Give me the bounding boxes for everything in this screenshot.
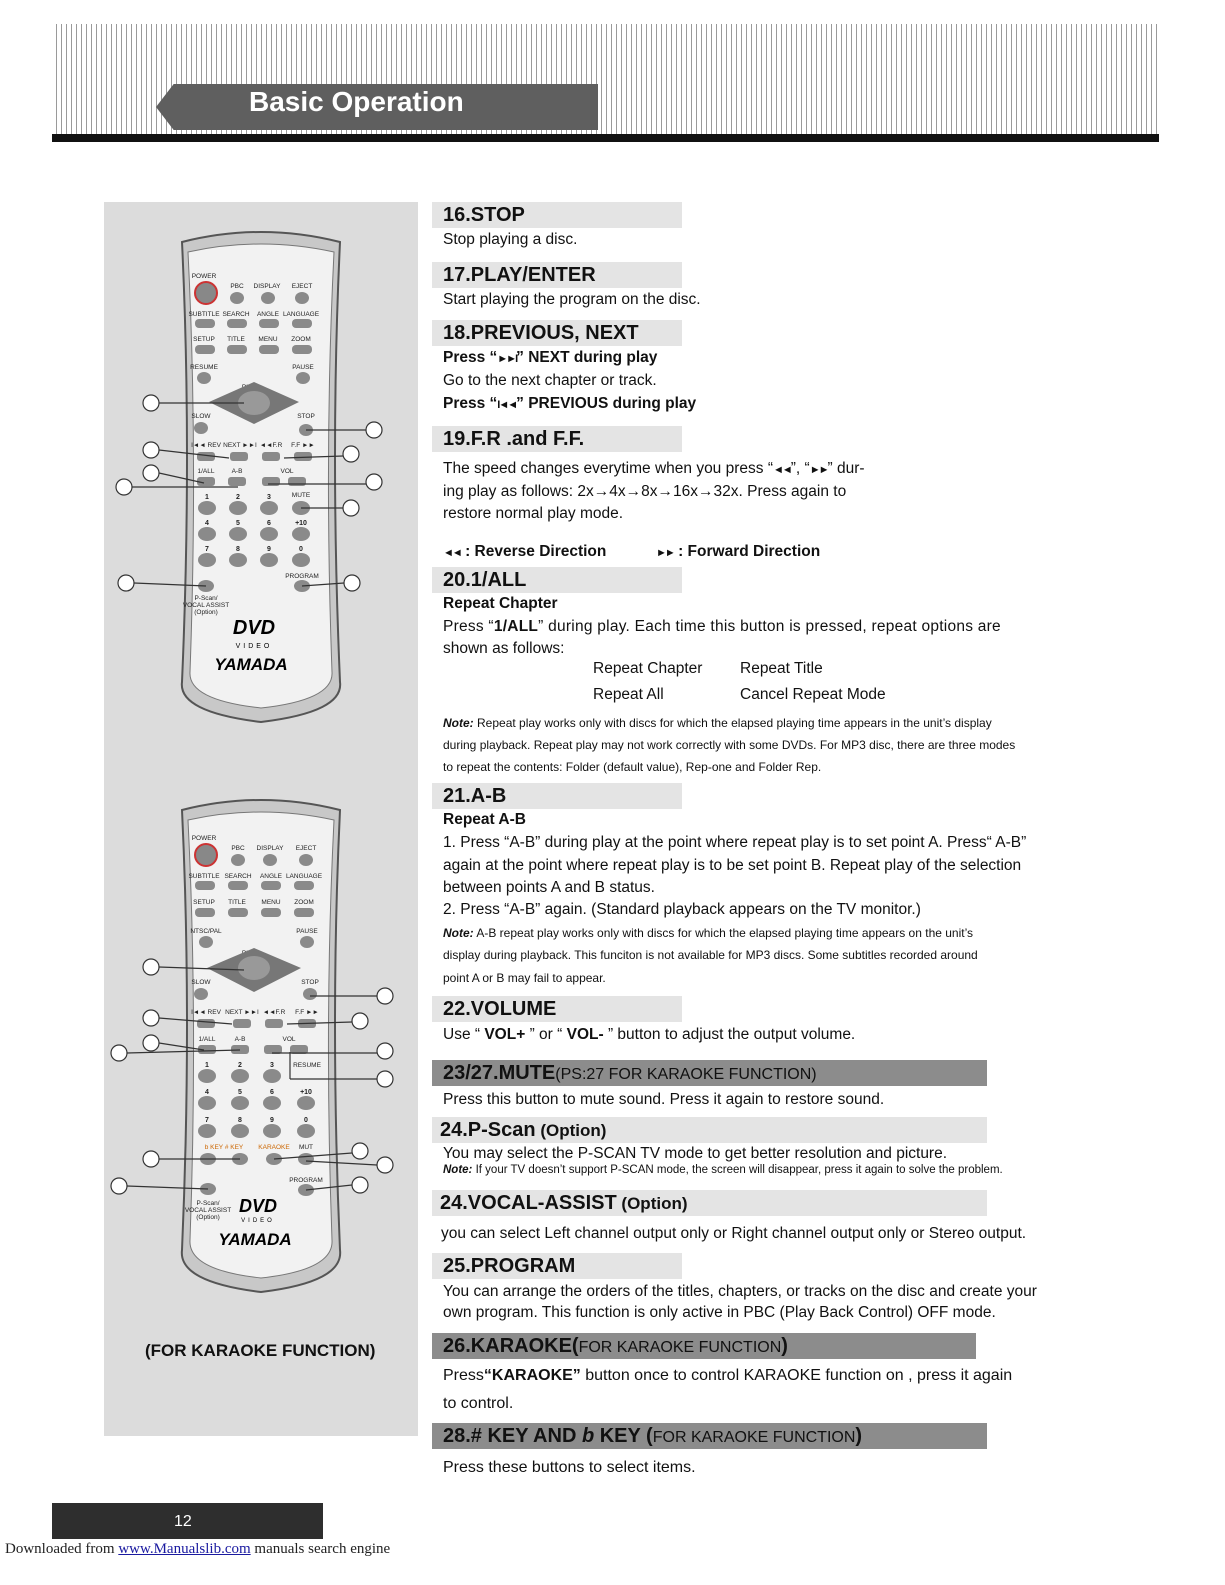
- svg-text:DISPLAY: DISPLAY: [256, 845, 284, 852]
- num-1: 1: [205, 494, 209, 501]
- section-24-pscan: [432, 1117, 987, 1143]
- svg-text:6: 6: [270, 1089, 274, 1096]
- note-text: display during playback. This funciton is not available for MP3 discs. Some subtitles recorded around: [443, 948, 978, 962]
- label-ab: A-B: [231, 468, 243, 475]
- label-pscan: P-Scan/: [194, 595, 218, 602]
- header-rule: [52, 134, 1159, 142]
- label-display: DISPLAY: [253, 283, 281, 290]
- num-9: 9: [267, 546, 271, 553]
- svg-text:2: 2: [238, 1062, 242, 1069]
- section-17-play: [432, 262, 682, 288]
- body-text: Press these buttons to select items.: [443, 1459, 696, 1476]
- svg-text:9: 9: [270, 1117, 274, 1124]
- section-heading: 24.P-Scan (Option): [432, 1117, 987, 1143]
- label-next: NEXT ►►I: [223, 442, 257, 449]
- svg-text:MENU: MENU: [261, 899, 281, 906]
- body-text: 2. Press “A-B” again. (Standard playback appears on the TV monitor.): [443, 901, 921, 918]
- forward-legend: ►► : Forward Direction: [656, 543, 821, 560]
- section-25-program: [432, 1253, 682, 1279]
- section-19-fr-ff: [432, 426, 682, 452]
- section-18-prev-next: [432, 320, 682, 346]
- section-22-volume: [432, 996, 682, 1022]
- note-text: point A or B may fail to appear.: [443, 971, 606, 985]
- section-23-mute: [432, 1060, 987, 1086]
- body-text: Stop playing a disc.: [443, 231, 578, 248]
- num-4: 4: [205, 520, 209, 527]
- label-power: POWER: [191, 273, 217, 280]
- label-angle: ANGLE: [256, 311, 280, 318]
- body-text: Go to the next chapter or track.: [443, 372, 657, 389]
- label-option: (Option): [194, 609, 218, 616]
- svg-text:(Option): (Option): [196, 1214, 220, 1221]
- svg-text:3: 3: [270, 1062, 274, 1069]
- body-text: You may select the P-SCAN TV mode to get better resolution and picture.: [443, 1145, 948, 1162]
- body-text: Use “ VOL+ ” or “ VOL- ” button to adjust the output volume.: [443, 1026, 856, 1043]
- svg-text:SUBTITLE: SUBTITLE: [188, 873, 220, 880]
- reverse-legend: ◄◄ : Reverse Direction: [443, 543, 607, 560]
- next-icon: ►►I: [497, 353, 517, 365]
- download-credit: Downloaded from www.Manualslib.com manuals search engine: [5, 1541, 391, 1557]
- svg-text:PROGRAM: PROGRAM: [289, 1177, 323, 1184]
- label-vocal: VOCAL ASSIST: [182, 602, 230, 609]
- num-10: +10: [295, 520, 307, 527]
- subheading: Repeat A-B: [443, 811, 526, 828]
- fast-forward-icon: ►►: [656, 547, 674, 559]
- svg-text:PAUSE: PAUSE: [296, 928, 318, 935]
- label-vol: VOL: [280, 468, 294, 475]
- display-button: [261, 292, 275, 304]
- section-21-ab: [432, 783, 682, 809]
- num-8: 8: [236, 546, 240, 553]
- body-text: Press “I◄◄” PREVIOUS during play: [443, 395, 697, 412]
- svg-text:F.F ►►: F.F ►►: [295, 1009, 319, 1016]
- label-resume: RESUME: [190, 364, 218, 371]
- eject-button: [295, 292, 309, 304]
- svg-text:8: 8: [238, 1117, 242, 1124]
- body-text: again at the point where repeat play is to be set point B. Repeat play of the selection: [443, 857, 1022, 874]
- svg-text:PBC: PBC: [231, 845, 245, 852]
- previous-icon: I◄◄: [497, 399, 517, 411]
- karaoke-remote-control-illustration: [104, 770, 418, 1325]
- body-text: The speed changes everytime when you press “◄◄”, “►►” dur-: [443, 460, 865, 477]
- num-0: 0: [299, 546, 303, 553]
- svg-text:b KEY # KEY: b KEY # KEY: [204, 1144, 244, 1151]
- num-6: 6: [267, 520, 271, 527]
- label-language: LANGUAGE: [282, 311, 320, 318]
- num-7: 7: [205, 546, 209, 553]
- section-heading: 16.STOP: [432, 202, 682, 228]
- svg-text:P-Scan/: P-Scan/: [196, 1200, 220, 1207]
- svg-text:NTSC/PAL: NTSC/PAL: [190, 928, 222, 935]
- body-text: 1. Press “A-B” during play at the point where repeat play is to set point A. Press“ A-B”: [443, 834, 1027, 851]
- label-subtitle: SUBTITLE: [188, 311, 220, 318]
- label-search: SEARCH: [222, 311, 250, 318]
- svg-text:ANGLE: ANGLE: [259, 873, 283, 880]
- num-5: 5: [236, 520, 240, 527]
- svg-text:POWER: POWER: [191, 835, 217, 842]
- section-heading: 19.F.R .and F.F.: [432, 426, 682, 452]
- dvd-logo: DVD: [232, 617, 276, 639]
- note-text: Note: Repeat play works only with discs for which the elapsed playing time appears in the unit’s display: [443, 716, 992, 730]
- svg-text:ZOOM: ZOOM: [294, 899, 314, 906]
- svg-text:NEXT ►►I: NEXT ►►I: [225, 1009, 259, 1016]
- body-text: Press “1/ALL” during play. Each time this button is pressed, repeat options are: [443, 618, 1001, 635]
- label-program: PROGRAM: [285, 573, 319, 580]
- label-setup: SETUP: [193, 336, 215, 343]
- svg-text:EJECT: EJECT: [295, 845, 317, 852]
- body-text: You can arrange the orders of the titles, chapters, or tracks on the disc and create your: [443, 1283, 1037, 1300]
- section-heading: 20.1/ALL: [432, 567, 682, 593]
- body-text: ing play as follows: 2x→4x→8x→16x→32x. Press again to: [443, 483, 847, 500]
- label-zoom: ZOOM: [291, 336, 311, 343]
- svg-text:TITLE: TITLE: [228, 899, 246, 906]
- section-heading: 18.PREVIOUS, NEXT: [432, 320, 682, 346]
- section-28-keys: [432, 1423, 987, 1449]
- repeat-option: Repeat All: [593, 686, 664, 703]
- body-text: shown as follows:: [443, 640, 565, 657]
- svg-text:I◄◄ REV: I◄◄ REV: [191, 1009, 221, 1016]
- svg-text:YAMADA: YAMADA: [218, 1230, 292, 1249]
- label-1all: 1/ALL: [197, 468, 215, 475]
- brand-logo: YAMADA: [214, 655, 288, 674]
- manualslib-link[interactable]: www.Manualslib.com: [118, 1541, 251, 1557]
- fast-forward-icon: ►►: [809, 464, 828, 476]
- label-fr: ◄◄F.R: [259, 442, 283, 449]
- body-text: between points A and B status.: [443, 879, 655, 896]
- section-heading: 25.PROGRAM: [432, 1253, 682, 1279]
- label-menu: MENU: [258, 336, 278, 343]
- label-pause: PAUSE: [292, 364, 314, 371]
- label-ff: F.F ►►: [291, 442, 315, 449]
- repeat-option: Repeat Title: [740, 660, 823, 677]
- svg-text:1: 1: [205, 1062, 209, 1069]
- note-text: Note: A-B repeat play works only with discs for which the elapsed playing time appears on the unit’s: [443, 926, 974, 940]
- body-text: Press this button to mute sound. Press it again to restore sound.: [443, 1091, 885, 1108]
- section-heading: 21.A-B: [432, 783, 682, 809]
- body-text: restore normal play mode.: [443, 505, 624, 522]
- label-prev: I◄◄ REV: [191, 442, 221, 449]
- svg-text:RESUME: RESUME: [293, 1062, 321, 1069]
- svg-text:+10: +10: [300, 1089, 312, 1096]
- note-text: Note: If your TV doesn’t support P-SCAN mode, the screen will disappear, press it again to solve the problem.: [443, 1164, 1003, 1176]
- svg-text:DVD: DVD: [238, 1196, 278, 1216]
- label-slow: SLOW: [191, 413, 211, 420]
- label-stop: STOP: [297, 413, 315, 420]
- section-heading: 22.VOLUME: [432, 996, 682, 1022]
- section-24-vocal-assist: [432, 1190, 987, 1216]
- label-eject: EJECT: [291, 283, 313, 290]
- power-button: [195, 282, 217, 304]
- num-3: 3: [267, 494, 271, 501]
- subheading: Repeat Chapter: [443, 595, 558, 612]
- svg-text:VOCAL ASSIST: VOCAL ASSIST: [184, 1207, 232, 1214]
- section-heading: 28.# KEY AND b KEY (FOR KARAOKE FUNCTION): [432, 1423, 987, 1449]
- svg-text:SEARCH: SEARCH: [224, 873, 252, 880]
- svg-text:◄◄F.R: ◄◄F.R: [262, 1009, 286, 1016]
- page-number: 12: [174, 1513, 192, 1530]
- label-pbc: PBC: [230, 283, 244, 290]
- svg-text:4: 4: [205, 1089, 209, 1096]
- body-text: own program. This function is only active in PBC (Play Back Control) OFF mode.: [443, 1304, 996, 1321]
- svg-text:LANGUAGE: LANGUAGE: [285, 873, 323, 880]
- section-heading: 24.VOCAL-ASSIST (Option): [432, 1190, 987, 1216]
- section-heading: 26.KARAOKE(FOR KARAOKE FUNCTION): [432, 1333, 976, 1359]
- num-2: 2: [236, 494, 240, 501]
- svg-text:VIDEO: VIDEO: [241, 1218, 275, 1224]
- page-title: Basic Operation: [249, 86, 464, 117]
- repeat-option: Repeat Chapter: [593, 660, 703, 677]
- section-20-1all: [432, 567, 682, 593]
- dvd-video-label: VIDEO: [235, 643, 273, 650]
- note-text: to repeat the contents: Folder (default value), Rep-one and Folder Rep.: [443, 760, 822, 774]
- body-text: to control.: [443, 1395, 514, 1412]
- rewind-icon: ◄◄: [443, 547, 461, 559]
- svg-text:1/ALL: 1/ALL: [198, 1036, 216, 1043]
- remote-control-illustration: [104, 202, 418, 762]
- svg-text:A-B: A-B: [234, 1036, 246, 1043]
- svg-text:KARAOKE: KARAOKE: [258, 1144, 290, 1151]
- body-text: Start playing the program on the disc.: [443, 291, 701, 308]
- note-text: during playback. Repeat play may not work correctly with some DVDs. For MP3 disc, there are three modes: [443, 738, 1016, 752]
- label-title: TITLE: [227, 336, 245, 343]
- section-16-stop: [432, 202, 682, 228]
- body-text: you can select Left channel output only or Right channel output only or Stereo output.: [441, 1225, 1027, 1242]
- svg-text:0: 0: [304, 1117, 308, 1124]
- repeat-option: Cancel Repeat Mode: [740, 686, 886, 703]
- svg-text:STOP: STOP: [301, 979, 319, 986]
- rewind-icon: ◄◄: [772, 464, 791, 476]
- svg-text:VOL: VOL: [282, 1036, 296, 1043]
- svg-text:SETUP: SETUP: [193, 899, 215, 906]
- section-heading: 17.PLAY/ENTER: [432, 262, 682, 288]
- body-text: Press“KARAOKE” button once to control KARAOKE function on , press it again: [443, 1367, 1013, 1384]
- karaoke-caption: (FOR KARAOKE FUNCTION): [145, 1341, 376, 1360]
- svg-text:SLOW: SLOW: [191, 979, 211, 986]
- pbc-button: [230, 292, 244, 304]
- svg-text:7: 7: [205, 1117, 209, 1124]
- label-mute: MUTE: [291, 492, 311, 499]
- svg-text:MUT: MUT: [298, 1144, 314, 1151]
- section-heading: 23/27.MUTE(PS:27 FOR KARAOKE FUNCTION): [432, 1060, 987, 1086]
- svg-text:5: 5: [238, 1089, 242, 1096]
- section-26-karaoke: [432, 1333, 976, 1359]
- body-text: Press “►►I” NEXT during play: [443, 349, 658, 366]
